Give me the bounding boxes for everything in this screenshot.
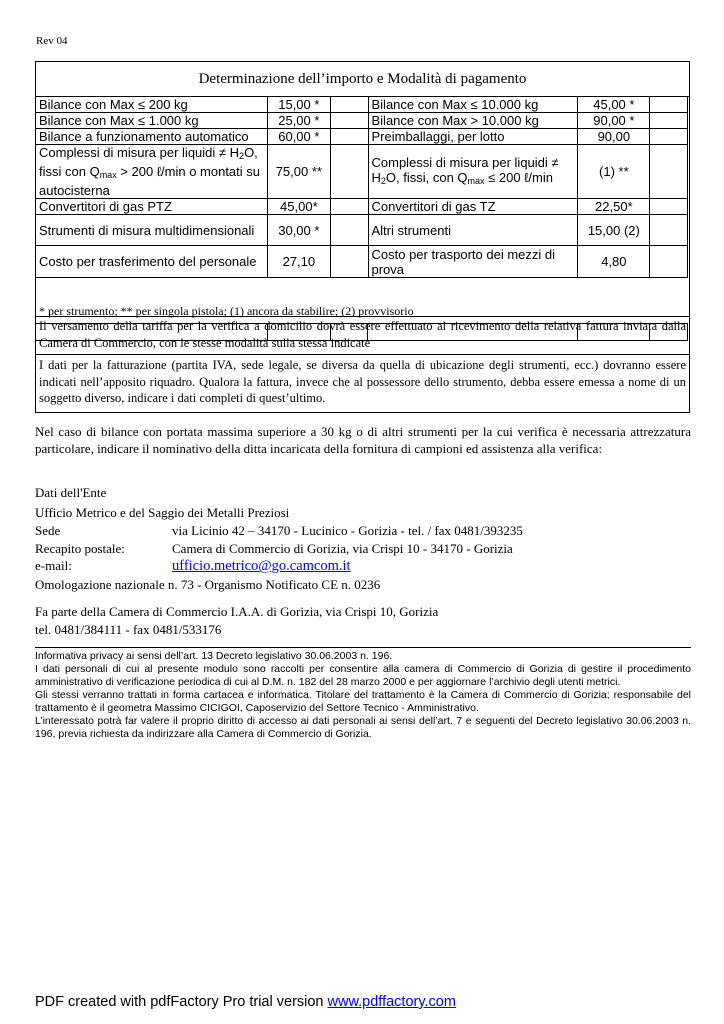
fee-label: Bilance con Max > 10.000 kg [368, 113, 578, 129]
fee-label: Preimballaggi, per lotto [368, 129, 578, 145]
entity-heading: Dati dell'Ente [35, 485, 107, 500]
empty-cell [330, 129, 368, 145]
table-row [36, 97, 688, 113]
empty-cell [650, 199, 688, 215]
fee-label [36, 145, 268, 199]
empty-cell [650, 246, 688, 278]
table-row [36, 145, 688, 199]
fee-value: 45,00* [267, 199, 330, 215]
sede-line [35, 523, 523, 539]
fee-label: Strumenti di misura multidimensionali [36, 215, 268, 246]
email-label: e-mail: [35, 558, 72, 573]
fee-label: Bilance con Max ≤ 200 kg [36, 97, 268, 113]
fee-label-part: > 200 ℓ/min o montati su autocisterna [39, 164, 261, 198]
privacy-notice [35, 647, 691, 741]
empty-cell [650, 145, 688, 199]
postal-label: Recapito postale: [35, 541, 125, 556]
fee-value: (1) ** [578, 145, 650, 199]
fee-label [368, 145, 578, 199]
fee-value: 4,80 [578, 246, 650, 278]
fee-label: Bilance a funzionamento automatico [36, 129, 268, 145]
fee-value: 15,00 * [267, 97, 330, 113]
email-line [35, 558, 351, 575]
chamber-line: Fa parte della Camera di Commercio I.A.A. di Gorizia, via Crispi 10, Gorizia [35, 604, 439, 619]
empty-cell [650, 215, 688, 246]
postal-value: Camera di Commercio di Gorizia, via Crispi 10 - 34170 - Gorizia [172, 541, 513, 556]
fee-value: 90,00 * [578, 113, 650, 129]
empty-cell [650, 97, 688, 113]
empty-cell [330, 97, 368, 113]
pdf-footer [35, 994, 456, 1010]
postal-line [35, 541, 513, 557]
pdf-footer-text: PDF created with pdfFactory Pro trial version [35, 994, 328, 1010]
sede-value: via Licinio 42 – 34170 - Lucinico - Gorizia - tel. / fax 0481/393235 [172, 523, 523, 538]
revision-label: Rev 04 [36, 35, 68, 47]
table-row [36, 129, 688, 145]
empty-cell [650, 113, 688, 129]
fee-label: Convertitori di gas PTZ [36, 199, 268, 215]
fee-label-subscript: 2 [380, 175, 386, 186]
fee-value: 25,00 * [267, 113, 330, 129]
fee-label: Bilance con Max ≤ 10.000 kg [368, 97, 578, 113]
empty-cell [650, 129, 688, 145]
privacy-line: I dati personali di cui al presente modulo sono raccolti per consentire alla camera di Commercio di Gorizia di gestire il procedimento amministrativo di verificazione periodica di cui al D.M. n. 182 del 28 marzo 2000 e per aggiornare l’archivio degli utenti metrici. [35, 663, 691, 688]
fee-label: Altri strumenti [368, 215, 578, 246]
empty-cell [330, 199, 368, 215]
fee-label-subscript: 2 [239, 151, 245, 161]
fee-value: 60,00 * [267, 129, 330, 145]
table-row [36, 215, 688, 246]
fee-label: Costo per trasferimento del personale [36, 246, 268, 278]
fee-value: 22,50* [578, 199, 650, 215]
fee-label: Convertitori di gas TZ [368, 199, 578, 215]
fee-footnote: * per strumento; ** per singola pistola; (1) ancora da stabilire; (2) provvisorio [39, 304, 414, 318]
fee-label: Costo per trasporto dei mezzi di prova [368, 246, 578, 278]
payment-text: Il versamento della tariffa per la verifica a domicilio dovrà essere effettuato al ricevimento della relativa fattura inviata dalla Camera di Commercio, con le stesse modalità sulla stessa indicate [36, 316, 689, 356]
empty-cell [330, 113, 368, 129]
phones-line: tel. 0481/384111 - fax 0481/533176 [35, 622, 222, 637]
fee-label-part: Complessi di misura per liquidi ≠ H [371, 154, 559, 185]
fee-label-part: ≤ 200 ℓ/min [484, 169, 553, 185]
empty-cell [330, 215, 368, 246]
fee-label-part: O, fissi con Q [39, 145, 258, 179]
privacy-line: L’interessato potrà far valere il proprio diritto di accesso ai dati personali ai sensi dell’art. 7 e seguenti del Decreto legislativo 30.06.2003 n. 196, previa richiesta da indirizzare alla Camera di Commercio di Gorizia. [35, 715, 691, 740]
homologation-line: Omologazione nazionale n. 73 - Organismo Notificato CE n. 0236 [35, 577, 381, 592]
privacy-line: Gli stessi verranno trattati in forma cartacea e informatica. Titolare del trattamento è la Camera di Commercio di Gorizia; responsabile del trattamento è il geometra Massimo CICIGOI, Caposervizio del Settore Tecnico - Amministrativo. [35, 689, 691, 714]
fee-label-part: Complessi di misura per liquidi ≠ H [39, 145, 240, 160]
fee-value: 90,00 [578, 129, 650, 145]
fee-value: 15,00 (2) [578, 215, 650, 246]
fee-value: 30,00 * [267, 215, 330, 246]
pdffactory-link[interactable]: www.pdffactory.com [327, 994, 456, 1010]
sede-label: Sede [35, 523, 61, 538]
fee-label-part: O, fissi, con Q [385, 169, 468, 185]
fee-label-subscript: max [99, 170, 117, 180]
empty-cell [330, 246, 368, 278]
privacy-line: Informativa privacy ai sensi dell’art. 13 Decreto legislativo 30.06.2003 n. 196. [35, 650, 393, 662]
empty-cell [330, 145, 368, 199]
table-row [36, 199, 688, 215]
fee-table [35, 96, 688, 278]
fee-value: 27,10 [267, 246, 330, 278]
email-link[interactable]: ufficio.metrico@go.camcom.it [172, 558, 351, 574]
fee-label: Bilance con Max ≤ 1.000 kg [36, 113, 268, 129]
table-row [36, 246, 688, 278]
fee-box [35, 61, 690, 413]
table-row [36, 113, 688, 129]
fee-value: 45,00 * [578, 97, 650, 113]
fee-label-subscript: max [467, 175, 485, 186]
supplier-note: Nel caso di bilance con portata massima superiore a 30 kg o di altri strumenti per la cui verifica è necessaria attrezzatura particolare, indicare il nominativo della ditta incaricata della fornitura di campioni ed assistenza alla verifica: [35, 424, 691, 456]
fee-value: 75,00 ** [267, 145, 330, 199]
office-name: Ufficio Metrico e del Saggio dei Metalli Preziosi [35, 505, 290, 520]
fee-box-title: Determinazione dell’importo e Modalità di pagamento [36, 62, 689, 97]
billing-text: I dati per la fatturazione (partita IVA, sede legale, se diversa da quella di ubicazione degli strumenti, ecc.) dovranno essere indicati nell’apposito riquadro. Qualora la fattura, invece che al possessore dello strumento, debba essere emessa a nome di un soggetto diverso, indicare i dati completi di quest’ultimo. [36, 354, 689, 414]
